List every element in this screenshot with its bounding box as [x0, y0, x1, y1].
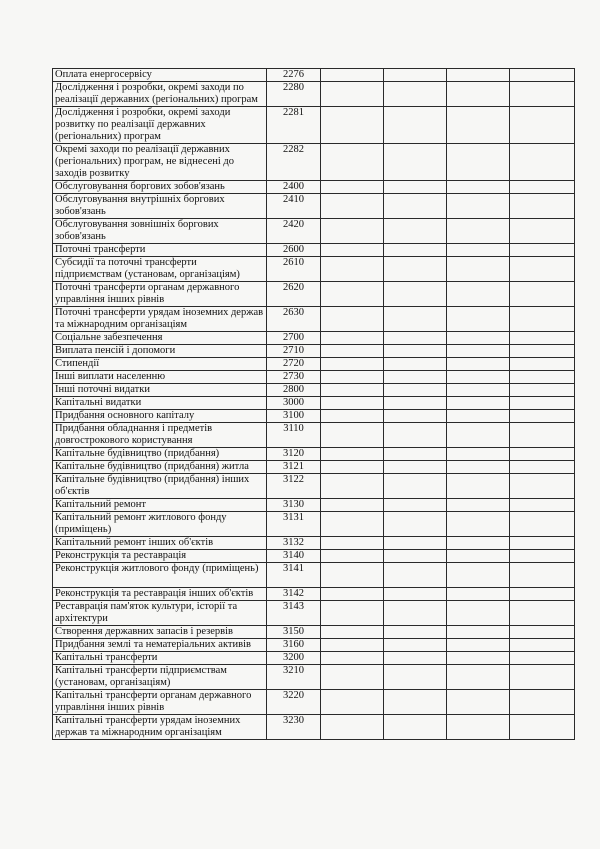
empty-value-cell — [384, 181, 447, 194]
empty-value-cell — [321, 474, 384, 499]
empty-value-cell — [321, 181, 384, 194]
row-name-cell: Капітальне будівництво (придбання) інших об'єктів — [53, 474, 267, 499]
empty-value-cell — [447, 144, 510, 181]
empty-value-cell — [384, 345, 447, 358]
empty-value-cell — [321, 563, 384, 588]
row-name-cell: Реконструкція та реставрація інших об'єктів — [53, 588, 267, 601]
table-row — [53, 461, 575, 474]
empty-value-cell — [321, 69, 384, 82]
table-row — [53, 474, 575, 499]
table-row — [53, 307, 575, 332]
row-code-cell: 2410 — [267, 194, 321, 219]
row-code-cell: 2420 — [267, 219, 321, 244]
empty-value-cell — [321, 499, 384, 512]
empty-value-cell — [384, 257, 447, 282]
empty-value-cell — [447, 537, 510, 550]
row-code-cell: 3122 — [267, 474, 321, 499]
table-row — [53, 244, 575, 257]
row-name-cell: Придбання основного капіталу — [53, 410, 267, 423]
empty-value-cell — [384, 332, 447, 345]
row-name-cell: Капітальні видатки — [53, 397, 267, 410]
table-row — [53, 588, 575, 601]
empty-value-cell — [510, 69, 575, 82]
empty-value-cell — [321, 332, 384, 345]
empty-value-cell — [447, 257, 510, 282]
row-code-cell: 3121 — [267, 461, 321, 474]
empty-value-cell — [447, 588, 510, 601]
empty-value-cell — [321, 626, 384, 639]
row-code-cell: 3132 — [267, 537, 321, 550]
row-code-cell: 3141 — [267, 563, 321, 588]
empty-value-cell — [447, 626, 510, 639]
empty-value-cell — [384, 550, 447, 563]
table-row — [53, 144, 575, 181]
row-name-cell: Стипендії — [53, 358, 267, 371]
empty-value-cell — [384, 690, 447, 715]
empty-value-cell — [384, 358, 447, 371]
row-name-cell: Дослідження і розробки, окремі заходи по реалізації державних (регіональних) програм — [53, 82, 267, 107]
empty-value-cell — [384, 144, 447, 181]
row-name-cell: Поточні трансферти — [53, 244, 267, 257]
empty-value-cell — [321, 307, 384, 332]
empty-value-cell — [384, 601, 447, 626]
empty-value-cell — [447, 461, 510, 474]
empty-value-cell — [321, 219, 384, 244]
empty-value-cell — [510, 499, 575, 512]
empty-value-cell — [321, 461, 384, 474]
empty-value-cell — [321, 512, 384, 537]
empty-value-cell — [510, 423, 575, 448]
empty-value-cell — [384, 652, 447, 665]
table-row — [53, 626, 575, 639]
row-code-cell: 3230 — [267, 715, 321, 740]
empty-value-cell — [447, 307, 510, 332]
row-name-cell: Створення державних запасів і резервів — [53, 626, 267, 639]
empty-value-cell — [510, 144, 575, 181]
empty-value-cell — [384, 307, 447, 332]
row-code-cell: 2800 — [267, 384, 321, 397]
row-code-cell: 3110 — [267, 423, 321, 448]
empty-value-cell — [384, 282, 447, 307]
empty-value-cell — [447, 107, 510, 144]
empty-value-cell — [384, 588, 447, 601]
table-row — [53, 550, 575, 563]
empty-value-cell — [384, 665, 447, 690]
row-code-cell: 3210 — [267, 665, 321, 690]
row-code-cell: 3143 — [267, 601, 321, 626]
empty-value-cell — [447, 715, 510, 740]
empty-value-cell — [447, 410, 510, 423]
table-row — [53, 69, 575, 82]
empty-value-cell — [447, 690, 510, 715]
row-code-cell: 2610 — [267, 257, 321, 282]
row-name-cell: Субсидії та поточні трансферти підприємствам (установам, організаціям) — [53, 257, 267, 282]
empty-value-cell — [384, 461, 447, 474]
empty-value-cell — [384, 244, 447, 257]
empty-value-cell — [384, 448, 447, 461]
table-row — [53, 194, 575, 219]
table-row — [53, 499, 575, 512]
row-code-cell: 3220 — [267, 690, 321, 715]
empty-value-cell — [321, 550, 384, 563]
empty-value-cell — [447, 384, 510, 397]
row-code-cell: 2276 — [267, 69, 321, 82]
empty-value-cell — [510, 371, 575, 384]
empty-value-cell — [321, 282, 384, 307]
row-name-cell: Капітальне будівництво (придбання) — [53, 448, 267, 461]
empty-value-cell — [321, 410, 384, 423]
empty-value-cell — [510, 181, 575, 194]
row-name-cell: Капітальні трансферти — [53, 652, 267, 665]
expenditure-table — [52, 68, 575, 740]
empty-value-cell — [321, 639, 384, 652]
row-code-cell: 2730 — [267, 371, 321, 384]
empty-value-cell — [321, 345, 384, 358]
empty-value-cell — [510, 448, 575, 461]
row-code-cell: 2710 — [267, 345, 321, 358]
empty-value-cell — [510, 512, 575, 537]
row-name-cell: Придбання землі та нематеріальних активів — [53, 639, 267, 652]
row-code-cell: 3130 — [267, 499, 321, 512]
row-code-cell: 2720 — [267, 358, 321, 371]
empty-value-cell — [447, 550, 510, 563]
row-name-cell: Капітальне будівництво (придбання) житла — [53, 461, 267, 474]
row-name-cell: Капітальні трансферти підприємствам (установам, організаціям) — [53, 665, 267, 690]
empty-value-cell — [447, 601, 510, 626]
empty-value-cell — [321, 384, 384, 397]
row-name-cell: Соціальне забезпечення — [53, 332, 267, 345]
row-code-cell: 3142 — [267, 588, 321, 601]
empty-value-cell — [321, 244, 384, 257]
row-name-cell: Інші поточні видатки — [53, 384, 267, 397]
empty-value-cell — [447, 371, 510, 384]
empty-value-cell — [447, 345, 510, 358]
empty-value-cell — [510, 194, 575, 219]
row-code-cell: 2282 — [267, 144, 321, 181]
empty-value-cell — [510, 626, 575, 639]
empty-value-cell — [510, 219, 575, 244]
empty-value-cell — [510, 345, 575, 358]
empty-value-cell — [447, 665, 510, 690]
row-name-cell: Обслуговування зовнішніх боргових зобов'язань — [53, 219, 267, 244]
empty-value-cell — [447, 397, 510, 410]
empty-value-cell — [510, 107, 575, 144]
empty-value-cell — [510, 601, 575, 626]
empty-value-cell — [384, 371, 447, 384]
row-name-cell: Обслуговування боргових зобов'язань — [53, 181, 267, 194]
empty-value-cell — [510, 665, 575, 690]
empty-value-cell — [510, 397, 575, 410]
empty-value-cell — [510, 652, 575, 665]
empty-value-cell — [321, 601, 384, 626]
row-name-cell: Капітальні трансферти урядам іноземних держав та міжнародним організаціям — [53, 715, 267, 740]
empty-value-cell — [510, 690, 575, 715]
empty-value-cell — [447, 512, 510, 537]
empty-value-cell — [321, 107, 384, 144]
row-name-cell: Реконструкція та реставрація — [53, 550, 267, 563]
row-code-cell: 3200 — [267, 652, 321, 665]
empty-value-cell — [447, 499, 510, 512]
empty-value-cell — [510, 537, 575, 550]
empty-value-cell — [321, 588, 384, 601]
empty-value-cell — [321, 257, 384, 282]
empty-value-cell — [510, 461, 575, 474]
table-row — [53, 537, 575, 550]
empty-value-cell — [447, 639, 510, 652]
empty-value-cell — [447, 69, 510, 82]
row-code-cell: 3140 — [267, 550, 321, 563]
empty-value-cell — [510, 715, 575, 740]
row-code-cell: 3131 — [267, 512, 321, 537]
table-row — [53, 665, 575, 690]
empty-value-cell — [321, 144, 384, 181]
empty-value-cell — [384, 626, 447, 639]
empty-value-cell — [447, 82, 510, 107]
row-code-cell: 3100 — [267, 410, 321, 423]
table-row — [53, 652, 575, 665]
row-code-cell: 2280 — [267, 82, 321, 107]
row-code-cell: 2281 — [267, 107, 321, 144]
empty-value-cell — [510, 358, 575, 371]
row-name-cell: Обслуговування внутрішніх боргових зобов'язань — [53, 194, 267, 219]
table-row — [53, 410, 575, 423]
empty-value-cell — [510, 257, 575, 282]
row-name-cell: Дослідження і розробки, окремі заходи розвитку по реалізації державних (регіональних) програм — [53, 107, 267, 144]
empty-value-cell — [510, 244, 575, 257]
table-row — [53, 715, 575, 740]
empty-value-cell — [447, 332, 510, 345]
empty-value-cell — [384, 499, 447, 512]
empty-value-cell — [447, 448, 510, 461]
empty-value-cell — [447, 652, 510, 665]
empty-value-cell — [384, 410, 447, 423]
empty-value-cell — [321, 652, 384, 665]
row-code-cell: 2630 — [267, 307, 321, 332]
row-code-cell: 3150 — [267, 626, 321, 639]
empty-value-cell — [321, 423, 384, 448]
table-row — [53, 512, 575, 537]
empty-value-cell — [384, 219, 447, 244]
table-row — [53, 82, 575, 107]
empty-value-cell — [321, 358, 384, 371]
table-row — [53, 690, 575, 715]
row-name-cell: Капітальні трансферти органам державного управління інших рівнів — [53, 690, 267, 715]
empty-value-cell — [510, 332, 575, 345]
empty-value-cell — [510, 639, 575, 652]
empty-value-cell — [384, 384, 447, 397]
table-row — [53, 181, 575, 194]
empty-value-cell — [510, 282, 575, 307]
table-row — [53, 384, 575, 397]
table-row — [53, 345, 575, 358]
row-code-cell: 3160 — [267, 639, 321, 652]
empty-value-cell — [447, 244, 510, 257]
empty-value-cell — [510, 588, 575, 601]
empty-value-cell — [510, 563, 575, 588]
empty-value-cell — [321, 665, 384, 690]
empty-value-cell — [384, 715, 447, 740]
row-name-cell: Оплата енергосервісу — [53, 69, 267, 82]
row-name-cell: Поточні трансферти органам державного управління інших рівнів — [53, 282, 267, 307]
empty-value-cell — [321, 448, 384, 461]
empty-value-cell — [321, 397, 384, 410]
empty-value-cell — [447, 282, 510, 307]
row-name-cell: Виплата пенсій і допомоги — [53, 345, 267, 358]
table-row — [53, 563, 575, 588]
row-name-cell: Капітальний ремонт — [53, 499, 267, 512]
row-code-cell: 2400 — [267, 181, 321, 194]
empty-value-cell — [384, 423, 447, 448]
empty-value-cell — [321, 537, 384, 550]
empty-value-cell — [384, 563, 447, 588]
empty-value-cell — [384, 474, 447, 499]
empty-value-cell — [321, 371, 384, 384]
row-name-cell: Реставрація пам'яток культури, історії та архітектури — [53, 601, 267, 626]
row-code-cell: 3000 — [267, 397, 321, 410]
row-name-cell: Інші виплати населенню — [53, 371, 267, 384]
empty-value-cell — [321, 715, 384, 740]
row-code-cell: 3120 — [267, 448, 321, 461]
row-name-cell: Капітальний ремонт інших об'єктів — [53, 537, 267, 550]
table-row — [53, 257, 575, 282]
table-row — [53, 282, 575, 307]
row-code-cell: 2620 — [267, 282, 321, 307]
empty-value-cell — [384, 107, 447, 144]
table-row — [53, 601, 575, 626]
table-row — [53, 639, 575, 652]
empty-value-cell — [321, 194, 384, 219]
empty-value-cell — [447, 194, 510, 219]
empty-value-cell — [384, 82, 447, 107]
row-name-cell: Поточні трансферти урядам іноземних держав та міжнародним організаціям — [53, 307, 267, 332]
table-row — [53, 423, 575, 448]
empty-value-cell — [447, 219, 510, 244]
empty-value-cell — [384, 639, 447, 652]
empty-value-cell — [321, 690, 384, 715]
table-row — [53, 397, 575, 410]
empty-value-cell — [384, 537, 447, 550]
table-body — [53, 69, 575, 740]
empty-value-cell — [384, 194, 447, 219]
empty-value-cell — [447, 563, 510, 588]
row-name-cell: Придбання обладнання і предметів довгострокового користування — [53, 423, 267, 448]
empty-value-cell — [510, 550, 575, 563]
table-row — [53, 371, 575, 384]
table-row — [53, 332, 575, 345]
row-name-cell: Реконструкція житлового фонду (приміщень) — [53, 563, 267, 588]
row-code-cell: 2700 — [267, 332, 321, 345]
empty-value-cell — [384, 512, 447, 537]
row-name-cell: Окремі заходи по реалізації державних (регіональних) програм, не віднесені до заходів розвитку — [53, 144, 267, 181]
empty-value-cell — [384, 69, 447, 82]
row-code-cell: 2600 — [267, 244, 321, 257]
empty-value-cell — [510, 384, 575, 397]
empty-value-cell — [510, 474, 575, 499]
empty-value-cell — [447, 181, 510, 194]
table-row — [53, 107, 575, 144]
empty-value-cell — [510, 307, 575, 332]
empty-value-cell — [447, 474, 510, 499]
table-row — [53, 219, 575, 244]
table-row — [53, 448, 575, 461]
row-name-cell: Капітальний ремонт житлового фонду (приміщень) — [53, 512, 267, 537]
empty-value-cell — [510, 82, 575, 107]
empty-value-cell — [447, 358, 510, 371]
empty-value-cell — [321, 82, 384, 107]
empty-value-cell — [447, 423, 510, 448]
empty-value-cell — [384, 397, 447, 410]
table-row — [53, 358, 575, 371]
empty-value-cell — [510, 410, 575, 423]
